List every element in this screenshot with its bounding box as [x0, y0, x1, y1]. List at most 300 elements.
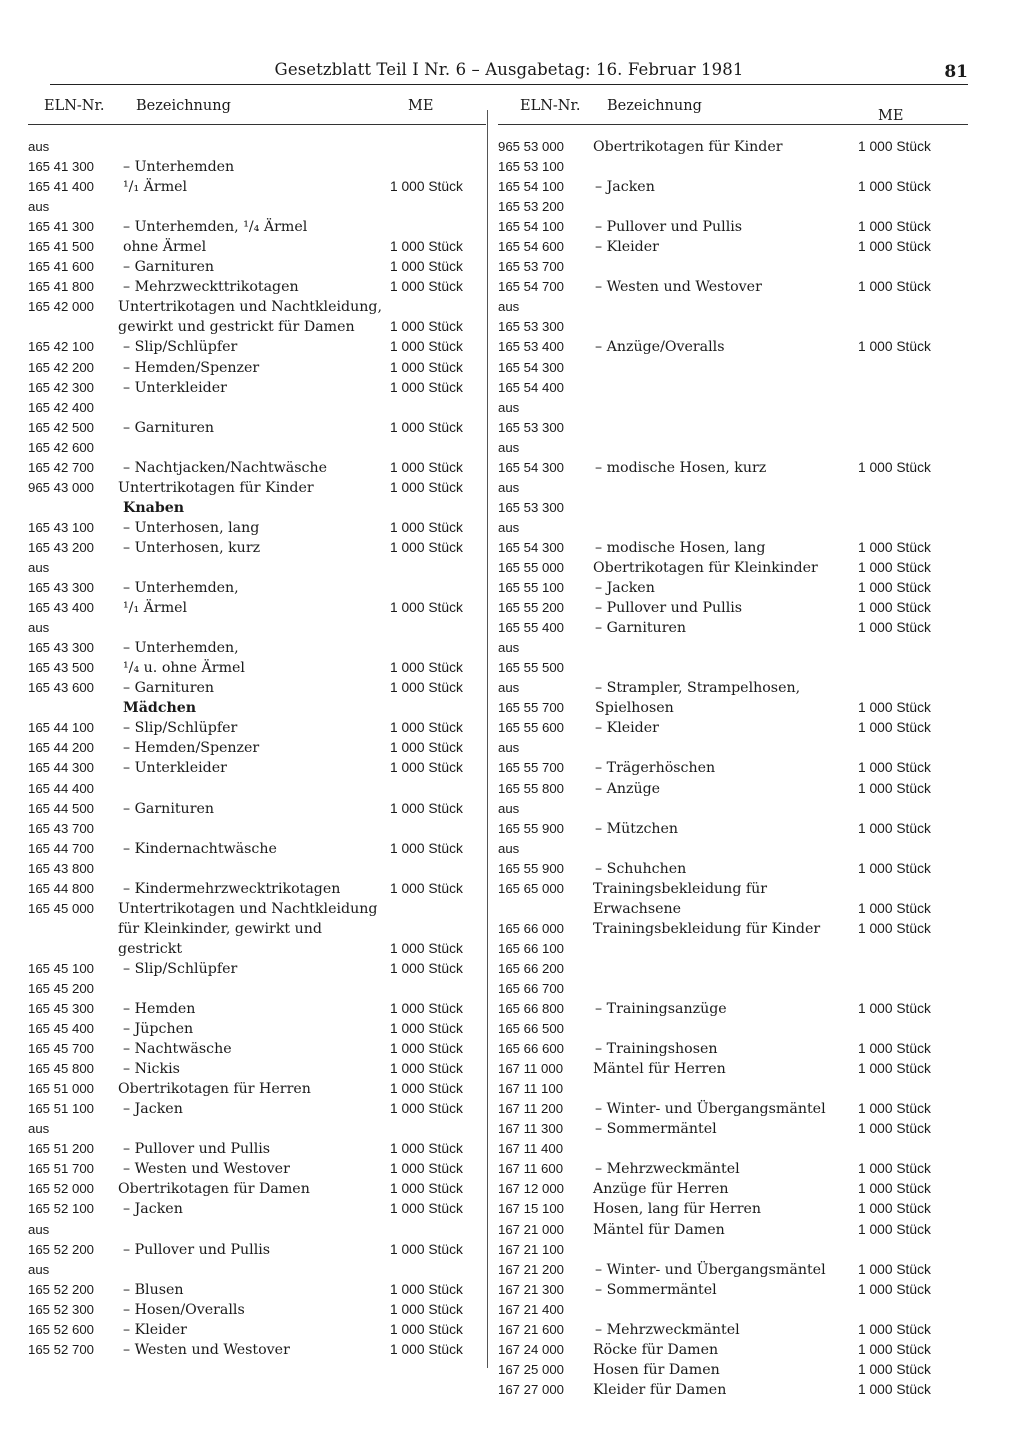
unit-of-measure: 1 000 Stück [858, 1001, 931, 1017]
eln-number: 165 41 300 [28, 159, 95, 175]
unit-of-measure: 1 000 Stück [390, 459, 463, 475]
left-column [28, 96, 486, 1360]
table-row [28, 959, 486, 979]
table-row [498, 558, 968, 578]
eln-number: 167 21 100 [498, 1241, 565, 1257]
eln-number: 165 53 700 [498, 259, 565, 275]
unit-of-measure: 1 000 Stück [858, 1381, 931, 1397]
table-row [498, 598, 968, 618]
unit-of-measure: 1 000 Stück [858, 860, 931, 876]
table-row [498, 959, 968, 979]
table-row [28, 1119, 486, 1139]
eln-number: 165 42 400 [28, 399, 95, 415]
unit-of-measure: 1 000 Stück [390, 319, 463, 335]
unit-of-measure: 1 000 Stück [390, 720, 463, 736]
table-row [498, 237, 968, 257]
unit-of-measure: 1 000 Stück [390, 1021, 463, 1037]
unit-of-measure: 1 000 Stück [390, 539, 463, 555]
item-description: – Pullover und Pullis [595, 219, 743, 236]
table-row [28, 859, 486, 879]
item-description: – Pullover und Pullis [595, 600, 743, 617]
item-description: – Nachtjacken/Nachtwäsche [123, 459, 327, 476]
item-description: – Hosen/Overalls [123, 1301, 245, 1318]
item-description: Obertrikotagen für Herren [118, 1081, 311, 1098]
eln-number: 165 42 700 [28, 459, 95, 475]
unit-of-measure: 1 000 Stück [858, 219, 931, 235]
eln-number: aus [498, 800, 520, 816]
table-row [498, 1240, 968, 1260]
eln-number: 165 52 200 [28, 1281, 95, 1297]
table-row [28, 1199, 486, 1219]
unit-of-measure: 1 000 Stück [390, 379, 463, 395]
eln-number: 165 41 300 [28, 219, 95, 235]
eln-number: aus [498, 519, 520, 535]
table-row [28, 1220, 486, 1240]
eln-number: 165 55 400 [498, 620, 565, 636]
eln-number: 165 51 100 [28, 1101, 95, 1117]
item-description: Obertrikotagen für Damen [118, 1181, 310, 1198]
table-row [28, 337, 486, 357]
item-description: – Unterhemden, [123, 580, 239, 597]
table-row [28, 578, 486, 598]
table-row [28, 1179, 486, 1199]
table-row [28, 197, 486, 217]
eln-number: 165 66 800 [498, 1001, 565, 1017]
eln-number: 165 55 700 [498, 760, 565, 776]
column-divider [487, 110, 488, 1368]
item-description: Kleider für Damen [593, 1381, 727, 1398]
table-row [498, 899, 968, 919]
unit-of-measure: 1 000 Stück [390, 1301, 463, 1317]
eln-number: 165 51 700 [28, 1161, 95, 1177]
table-row [498, 478, 968, 498]
table-row [498, 137, 968, 157]
unit-of-measure: 1 000 Stück [858, 559, 931, 575]
item-description: – Unterkleider [123, 379, 227, 396]
table-row [28, 418, 486, 438]
eln-number: 165 41 800 [28, 279, 95, 295]
eln-number: 165 53 400 [498, 339, 565, 355]
table-row [28, 1139, 486, 1159]
table-row [28, 398, 486, 418]
table-row [498, 378, 968, 398]
eln-number: 165 66 700 [498, 980, 565, 996]
eln-number: aus [498, 479, 520, 495]
item-description: – Nachtwäsche [123, 1041, 232, 1058]
table-row [498, 418, 968, 438]
item-description: – Westen und Westover [595, 279, 762, 296]
table-row [28, 819, 486, 839]
gazette-title: Gesetzblatt Teil I Nr. 6 – Ausgabetag: 16. Februar 1981 [274, 60, 744, 79]
unit-of-measure: 1 000 Stück [858, 920, 931, 936]
unit-of-measure: 1 000 Stück [858, 239, 931, 255]
eln-number: aus [28, 1221, 50, 1237]
item-description: – Sommermäntel [595, 1121, 717, 1138]
item-description: – Unterhemden, [123, 640, 239, 657]
eln-number: 167 27 000 [498, 1381, 565, 1397]
eln-number: aus [28, 1261, 50, 1277]
unit-of-measure: 1 000 Stück [390, 1001, 463, 1017]
unit-of-measure: 1 000 Stück [390, 760, 463, 776]
item-description: – Garnituren [595, 620, 687, 637]
item-description: – Slip/Schlüpfer [123, 339, 238, 356]
unit-of-measure: 1 000 Stück [858, 339, 931, 355]
eln-number: 165 44 400 [28, 780, 95, 796]
table-row [28, 678, 486, 698]
table-row [498, 217, 968, 237]
eln-number: 165 54 100 [498, 179, 565, 195]
eln-number: 165 54 600 [498, 239, 565, 255]
unit-of-measure: 1 000 Stück [858, 1201, 931, 1217]
table-row [28, 1280, 486, 1300]
eln-number: 165 43 800 [28, 860, 95, 876]
unit-of-measure: 1 000 Stück [390, 1201, 463, 1217]
table-row [28, 618, 486, 638]
table-row [498, 1099, 968, 1119]
eln-number: 165 55 900 [498, 820, 565, 836]
eln-number: 167 21 400 [498, 1301, 565, 1317]
table-row [28, 758, 486, 778]
item-description: Spielhosen [595, 700, 674, 717]
table-row [28, 1260, 486, 1280]
unit-of-measure: 1 000 Stück [858, 820, 931, 836]
unit-of-measure: 1 000 Stück [390, 1321, 463, 1337]
unit-of-measure: 1 000 Stück [858, 179, 931, 195]
item-description: – Kindermehrzwecktrikotagen [123, 880, 341, 897]
unit-of-measure: 1 000 Stück [858, 1361, 931, 1377]
eln-number: 167 25 000 [498, 1361, 565, 1377]
item-description: – Slip/Schlüpfer [123, 720, 238, 737]
table-row [28, 999, 486, 1019]
table-row [28, 1019, 486, 1039]
eln-number: 165 53 300 [498, 499, 565, 515]
item-description: Obertrikotagen für Kinder [593, 139, 783, 155]
eln-number: 165 51 200 [28, 1141, 95, 1157]
table-row [498, 358, 968, 378]
unit-of-measure: 1 000 Stück [390, 419, 463, 435]
left-column-header [28, 96, 486, 125]
eln-number: 165 42 600 [28, 439, 95, 455]
table-row [498, 819, 968, 839]
table-row [498, 1300, 968, 1320]
right-table [498, 137, 968, 1400]
eln-number: 165 43 100 [28, 519, 95, 535]
bezeichnung-header: Bezeichnung [136, 98, 231, 114]
eln-number: 165 66 600 [498, 1041, 565, 1057]
unit-of-measure: 1 000 Stück [390, 1161, 463, 1177]
unit-of-measure: 1 000 Stück [390, 1041, 463, 1057]
item-description: Obertrikotagen für Kleinkinder [593, 559, 818, 576]
table-row [28, 478, 486, 498]
table-row [28, 839, 486, 859]
table-row [498, 438, 968, 458]
unit-of-measure: 1 000 Stück [390, 339, 463, 355]
table-row [498, 297, 968, 317]
eln-number: 165 44 200 [28, 740, 95, 756]
unit-of-measure: 1 000 Stück [858, 1121, 931, 1137]
eln-number: 165 66 000 [498, 920, 565, 936]
unit-of-measure: 1 000 Stück [390, 880, 463, 896]
eln-number: 165 43 300 [28, 580, 95, 596]
table-row [498, 398, 968, 418]
unit-of-measure: 1 000 Stück [390, 279, 463, 295]
unit-of-measure: 1 000 Stück [858, 600, 931, 616]
eln-number: 165 52 000 [28, 1181, 95, 1197]
eln-number: 167 11 200 [498, 1101, 564, 1117]
left-table [28, 137, 486, 1360]
eln-number: aus [498, 299, 520, 315]
unit-of-measure: 1 000 Stück [858, 780, 931, 796]
item-description: Untertrikotagen für Kinder [118, 479, 314, 496]
table-row [28, 157, 486, 177]
unit-of-measure: 1 000 Stück [858, 1321, 931, 1337]
eln-number: 165 66 100 [498, 940, 565, 956]
eln-number: 165 41 400 [28, 179, 95, 195]
eln-number: 167 15 100 [498, 1201, 565, 1217]
unit-of-measure: 1 000 Stück [390, 600, 463, 616]
item-description: – Westen und Westover [123, 1341, 290, 1358]
eln-number: 165 53 100 [498, 159, 565, 175]
eln-number: 165 52 200 [28, 1241, 95, 1257]
table-row [498, 758, 968, 778]
item-description: ohne Ärmel [123, 239, 207, 256]
eln-number: 167 21 000 [498, 1221, 565, 1237]
table-row [498, 1380, 968, 1400]
table-row [28, 919, 486, 939]
eln-number: 167 21 200 [498, 1261, 565, 1277]
unit-of-measure: 1 000 Stück [390, 1101, 463, 1117]
table-row [498, 779, 968, 799]
table-row [498, 979, 968, 999]
item-description: – Kleider [595, 239, 659, 256]
table-row [498, 999, 968, 1019]
table-row [28, 538, 486, 558]
unit-of-measure: 1 000 Stück [390, 179, 463, 195]
table-row [28, 358, 486, 378]
table-row [28, 458, 486, 478]
table-row [28, 779, 486, 799]
unit-of-measure: 1 000 Stück [858, 700, 931, 716]
unit-of-measure: 1 000 Stück [390, 1241, 463, 1257]
item-description: – Jacken [123, 1201, 183, 1218]
item-description: Mäntel für Herren [593, 1061, 726, 1078]
item-description: ¹/₄ u. ohne Ärmel [123, 660, 245, 677]
eln-number: 165 52 600 [28, 1321, 95, 1337]
table-row [498, 498, 968, 518]
eln-number: aus [28, 620, 50, 636]
table-row [498, 1179, 968, 1199]
eln-number: 165 44 100 [28, 720, 95, 736]
eln-number: 167 12 000 [498, 1181, 565, 1197]
eln-number: 167 21 600 [498, 1321, 565, 1337]
item-description: – Mützchen [595, 820, 679, 837]
table-row [28, 277, 486, 297]
unit-of-measure: 1 000 Stück [390, 519, 463, 535]
eln-number: 165 52 700 [28, 1341, 95, 1357]
table-row [498, 337, 968, 357]
table-row [498, 518, 968, 538]
item-description: – Kleider [595, 720, 659, 737]
item-description: – Jacken [595, 580, 655, 597]
eln-number: 165 53 300 [498, 319, 565, 335]
item-description: Erwachsene [593, 900, 682, 917]
table-row [28, 1300, 486, 1320]
eln-number: 165 43 600 [28, 680, 95, 696]
unit-of-measure: 1 000 Stück [390, 840, 463, 856]
unit-of-measure: 1 000 Stück [858, 720, 931, 736]
eln-number: 165 45 100 [28, 960, 95, 976]
eln-number: 165 45 800 [28, 1061, 95, 1077]
eln-number: aus [498, 740, 520, 756]
unit-of-measure: 1 000 Stück [390, 940, 463, 956]
unit-of-measure: 1 000 Stück [858, 1041, 931, 1057]
unit-of-measure: 1 000 Stück [390, 1181, 463, 1197]
eln-number: 165 44 800 [28, 880, 95, 896]
unit-of-measure: 1 000 Stück [858, 1061, 931, 1077]
item-description: – Unterkleider [123, 760, 227, 777]
item-description: – Jacken [123, 1101, 183, 1118]
table-row [498, 197, 968, 217]
unit-of-measure: 1 000 Stück [390, 1081, 463, 1097]
table-row [28, 1340, 486, 1360]
unit-of-measure: 1 000 Stück [390, 239, 463, 255]
table-row [498, 1159, 968, 1179]
eln-number: 165 54 100 [498, 219, 565, 235]
unit-of-measure: 1 000 Stück [858, 1101, 931, 1117]
item-description: – Winter- und Übergangsmäntel [595, 1101, 826, 1118]
unit-of-measure: 1 000 Stück [858, 760, 931, 776]
unit-of-measure: 1 000 Stück [390, 740, 463, 756]
item-description: Mäntel für Damen [593, 1221, 725, 1238]
item-description: – modische Hosen, kurz [595, 459, 767, 476]
table-row [28, 518, 486, 538]
page-header [50, 58, 968, 85]
item-description: Anzüge für Herren [593, 1181, 729, 1198]
item-description: – Hemden [123, 1001, 196, 1018]
table-row [498, 718, 968, 738]
eln-number: 165 44 700 [28, 840, 95, 856]
eln-number: 165 53 300 [498, 419, 565, 435]
item-description: Mädchen [123, 700, 197, 717]
item-description: Trainingsbekleidung für Kinder [593, 920, 821, 937]
unit-of-measure: 1 000 Stück [858, 1261, 931, 1277]
eln-number: aus [498, 840, 520, 856]
table-row [28, 1039, 486, 1059]
unit-of-measure: 1 000 Stück [858, 1181, 931, 1197]
eln-number: 165 54 700 [498, 279, 565, 295]
eln-number: 165 45 200 [28, 980, 95, 996]
table-row [28, 1159, 486, 1179]
eln-number: 165 55 600 [498, 720, 565, 736]
eln-number: 167 11 300 [498, 1121, 564, 1137]
bezeichnung-header: Bezeichnung [607, 98, 702, 114]
section-heading [28, 498, 486, 518]
eln-number: 167 21 300 [498, 1281, 565, 1297]
table-row [498, 1320, 968, 1340]
table-row [28, 638, 486, 658]
table-row [498, 658, 968, 678]
unit-of-measure: 1 000 Stück [390, 1141, 463, 1157]
table-row [498, 1199, 968, 1219]
item-description: – Slip/Schlüpfer [123, 960, 238, 977]
unit-of-measure: 1 000 Stück [858, 900, 931, 916]
table-row [498, 698, 968, 718]
eln-number: 165 43 700 [28, 820, 95, 836]
table-row [498, 919, 968, 939]
unit-of-measure: 1 000 Stück [390, 259, 463, 275]
table-row [28, 1059, 486, 1079]
unit-of-measure: 1 000 Stück [390, 1061, 463, 1077]
table-row [28, 879, 486, 899]
item-description: Hosen, lang für Herren [593, 1201, 762, 1218]
unit-of-measure: 1 000 Stück [390, 1281, 463, 1297]
table-row [28, 438, 486, 458]
item-description: – Schuhchen [595, 860, 687, 877]
table-row [28, 257, 486, 277]
unit-of-measure: 1 000 Stück [390, 680, 463, 696]
eln-number: 165 66 200 [498, 960, 565, 976]
item-description: Trainingsbekleidung für [593, 880, 768, 897]
unit-of-measure: 1 000 Stück [858, 1281, 931, 1297]
table-row [28, 217, 486, 237]
eln-number: 165 55 700 [498, 700, 565, 716]
item-description: – Winter- und Übergangsmäntel [595, 1261, 826, 1278]
table-row [28, 598, 486, 618]
item-description: – Mehrzweckmäntel [595, 1321, 740, 1338]
unit-of-measure: 1 000 Stück [858, 580, 931, 596]
table-row [28, 738, 486, 758]
unit-of-measure: 1 000 Stück [858, 1161, 931, 1177]
eln-number: 165 55 200 [498, 600, 565, 616]
item-description: – Garnituren [123, 800, 215, 817]
unit-of-measure: 1 000 Stück [858, 279, 931, 295]
item-description: Hosen für Damen [593, 1361, 720, 1378]
item-description: Knaben [123, 499, 185, 516]
eln-number: aus [498, 439, 520, 455]
table-row [498, 1360, 968, 1380]
eln-number: 165 52 100 [28, 1201, 95, 1217]
item-description: – Unterhosen, lang [123, 519, 260, 536]
eln-number: aus [28, 559, 50, 575]
table-row [498, 1139, 968, 1159]
unit-of-measure: 1 000 Stück [858, 1341, 931, 1357]
eln-number: 167 24 000 [498, 1341, 565, 1357]
eln-number: aus [498, 399, 520, 415]
eln-number: 165 42 000 [28, 299, 95, 315]
table-row [498, 859, 968, 879]
item-description: – Garnituren [123, 259, 215, 276]
table-row [498, 1039, 968, 1059]
table-row [498, 1019, 968, 1039]
item-description: – Hemden/Spenzer [123, 740, 260, 757]
eln-number: 165 52 300 [28, 1301, 95, 1317]
item-description: – Kleider [123, 1321, 187, 1338]
table-row [498, 839, 968, 859]
table-row [498, 618, 968, 638]
item-description: – Kindernachtwäsche [123, 840, 277, 857]
item-description: – Trägerhöschen [595, 760, 716, 777]
eln-number: 165 55 000 [498, 559, 565, 575]
item-description: – Pullover und Pullis [123, 1241, 271, 1258]
table-row [498, 1260, 968, 1280]
table-row [498, 1119, 968, 1139]
eln-number: 165 42 300 [28, 379, 95, 395]
item-description: – Jüpchen [123, 1021, 194, 1038]
table-row [28, 1079, 486, 1099]
table-row [498, 1059, 968, 1079]
table-row [28, 718, 486, 738]
eln-number: 165 44 300 [28, 760, 95, 776]
